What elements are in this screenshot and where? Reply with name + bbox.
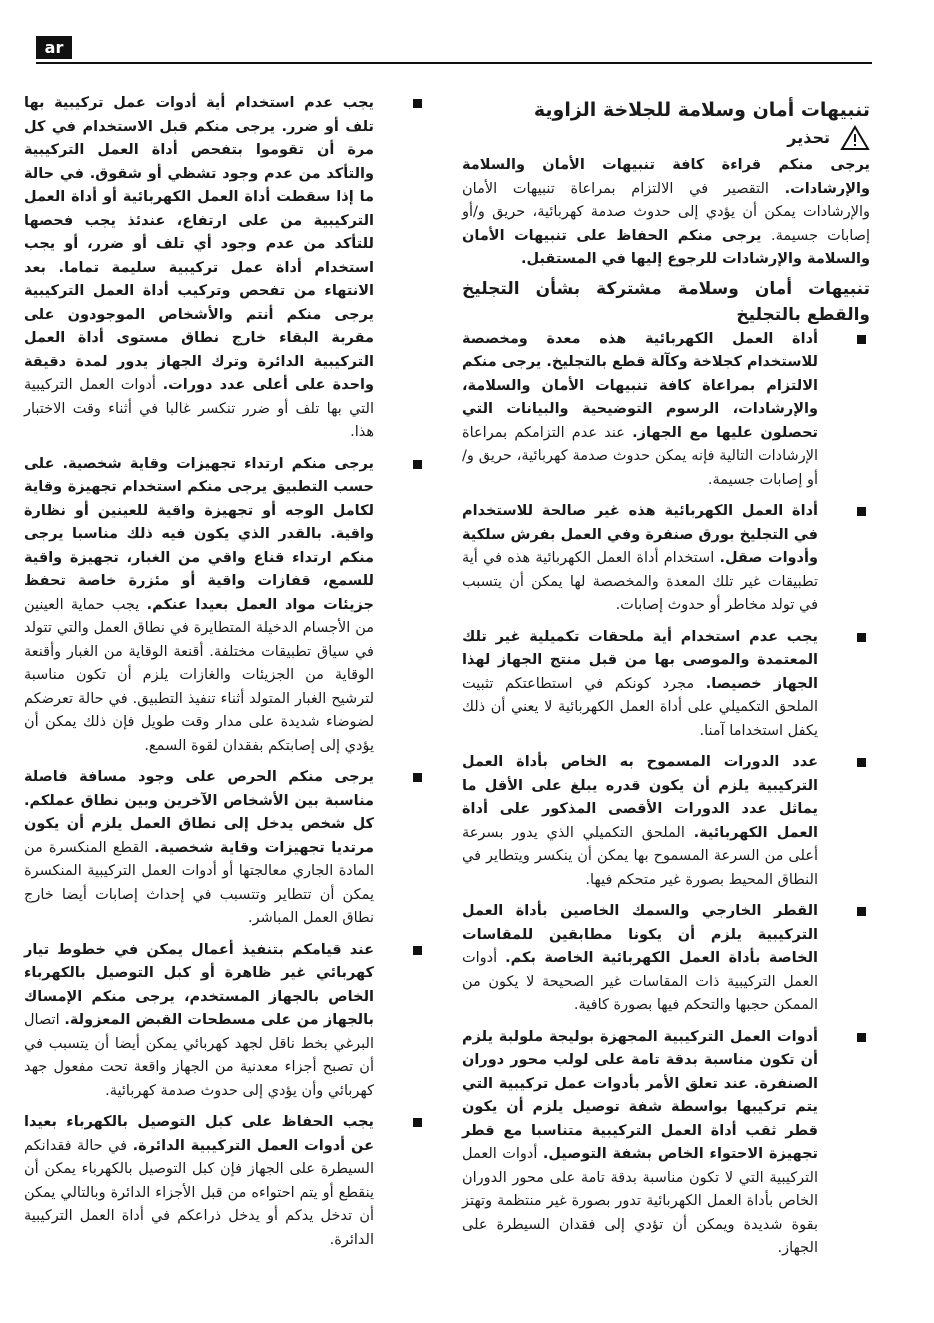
bullet-text: عند عدم التزامكم بمراعاة الإرشادات التالية فإنه يمكن حدوث صدمة كهربائية، حريق و/أو إصابات جسيمة. xyxy=(462,424,818,488)
bullet-bold: يجب عدم استخدام أية ملحقات تكميلية غير تلك المعتمدة والموصى بها من قبل منتج الجهاز لهذا الجهاز خصيصا. xyxy=(462,628,818,692)
list-item xyxy=(462,626,870,744)
bullet-bold: عند قيامكم بتنفيذ أعمال يمكن في خطوط تيار كهربائي غير ظاهرة أو كبل التوصيل بالكهرباء الخاص بالجهاز المستخدم، يرجى منكم الإمساك بالجهاز من على مسطحات القبض المعزولة. xyxy=(24,941,374,1028)
list-item xyxy=(462,900,870,1018)
bullet-text: مجرد كونكم في استطاعتكم تثبيت الملحق التكميلي على أداة العمل الكهربائية لا يعني أن ذلك يكفل استخداما آمنا. xyxy=(462,675,818,739)
left-column xyxy=(24,92,426,1260)
warning-heading xyxy=(462,124,870,152)
intro-bold: يرجى منكم قراءة كافة تنبيهات الأمان والسلامة والإرشادات. xyxy=(462,157,870,197)
bullet-text: أدوات العمل التركيبية ذات المقاسات غير الصحيحة لا يكون من الممكن حجبها والتحكم فيها بصورة كافية. xyxy=(462,950,818,1013)
list-item xyxy=(24,939,426,1104)
bullet-bold: يجب الحفاظ على كبل التوصيل بالكهرباء بعيدا عن أدوات العمل التركيبية الدائرة. xyxy=(24,1114,374,1154)
bullet-text: القطع المنكسرة من المادة الجاري معالجتها أو أدوات العمل التركيبية المنكسرة يمكن أن تتطاير وتتسبب في إحداث إصابات أيضا خارج نطاق العمل المباشر. xyxy=(24,839,374,926)
bullet-bold: أداة العمل الكهربائية هذه معدة ومخصصة للاستخدام كجلاخة وكآلة قطع بالتجليخ. يرجى منكم الالتزام بمراعاة كافة تنبيهات الأمان والسلامة، والإرشادات، الرسوم التوضيحية والبيانات التي تحصلون عليها مع الجهاز. xyxy=(462,330,818,441)
bullet-bold: عدد الدورات المسموح به الخاص بأداة العمل التركيبية يلزم أن يكون قدره يبلغ على الأقل ما يماثل عدد الدورات الأقصى المذكور على أداة العمل الكهربائية. xyxy=(462,754,818,841)
bullet-text: استخدام أداة العمل الكهربائية هذه في أية تطبيقات غير تلك المعدة والمخصصة لها يمكن أن يتسبب في تولد مخاطر أو حدوث إصابات. xyxy=(462,550,818,613)
bullet-bold: القطر الخارجي والسمك الخاصين بأداة العمل التركيبية يلزم أن يكونا مطابقين للمقاسات الخاصة بأداة العمل الكهربائية الخاصة بكم. xyxy=(462,903,818,966)
bullet-bold: يرجى منكم ارتداء تجهيزات وقاية شخصية. على حسب التطبيق يرجى منكم استخدام تجهيزة وقاية لكامل الوجه أو تجهيزة واقية للعينين أو نظارة واقية. بالقدر الذي يكون فيه ذلك مناسبا يرجى منكم ارتداء قناع واقي من الغبار، تجهيزة واقية للسمع، قفازات واقية أو مئزرة خاصة تحفظ جزيئات مواد العمل بعيدا عنكم. xyxy=(24,455,374,613)
bullet-text: في حالة فقدانكم السيطرة على الجهاز فإن كبل التوصيل بالكهرباء يمكن أن ينقطع أو يتم احتواءه من قبل الأجزاء الدائرة وبالتالي يمكن أن تدخل يدكم أو يدخل ذراعكم في أداة العمل التركيبية الدائرة. xyxy=(24,1137,374,1248)
section-subtitle: تنبيهات أمان وسلامة مشتركة بشأن التجليخ والقطع بالتجليخ xyxy=(462,278,870,325)
intro-text: التقصير في الالتزام بمراعاة تنبيهات الأمان والإرشادات يمكن أن يؤدي إلى حدوث صدمة كهربائية، حريق و/أو إصابات جسيمة. xyxy=(462,180,870,244)
bullet-text: أدوات العمل التركيبية التي لا تكون مناسبة بدقة تامة على محور الدوران الخاص بأداة العمل الكهربائية تدور بصورة غير منتظمة وتهتز بقوة شديدة ويمكن أن تؤدي إلى فقدان السيطرة على الجهاز. xyxy=(462,1146,818,1256)
right-column xyxy=(462,96,870,1269)
intro-paragraph xyxy=(462,154,870,272)
bullet-bold: يرجى منكم الحرص على وجود مسافة فاصلة مناسبة بين الأشخاص الآخرين وبين نطاق عملكم. كل شخص يدخل إلى نطاق العمل يلزم أن يكون مرتديا تجهيزات وقاية شخصية. xyxy=(24,769,374,856)
bullet-text: يجب حماية العينين من الأجسام الدخيلة المتطايرة في نطاق العمل والتي تتولد في سياق تطبيقات مختلفة. أقنعة الوقاية من الغبار وأقنعة الوقاية من الجزيئات والغازات يلزم أن تكون مناسبة لترشيح الغبار المتولد أثناء تنفيذ التطبيق. في حالة تعرضكم لضوضاء شديدة على مدار وقت طويل فإن ذلك يمكن أن يؤدي إلى إصابتكم بفقدان لقوة السمع. xyxy=(24,596,374,754)
bullet-bold: يجب عدم استخدام أية أدوات عمل تركيبية بها تلف أو ضرر. يرجى منكم قبل الاستخدام في كل مرة أن تقوموا بتفحص أداة العمل التركيبية والتأكد من عدم وجود تشظي أو شقوق. في حالة ما إذا سقطت أداة العمل الكهربائية أو أداة العمل التركيبية من على ارتفاع، عندئذ يجب فحصها للتأكد من عدم وجود أي تلف أو ضرر، أو يجب استخدام أداة عمل تركيبية سليمة تماما. بعد الانتهاء من تفحص وتركيب أداة العمل التركيبية يرجى منكم أنتم والأشخاص الموجودون على مقربة البقاء خارج نطاق مستوى أداة العمل التركيبية الدائرة وترك الجهاز يدور لمدة دقيقة واحدة على أعلى عدد دورات. xyxy=(24,95,375,393)
list-item xyxy=(462,500,870,618)
bullet-bold: أدوات العمل التركيبية المجهزة بوليجة ملولبة يلزم أن تكون مناسبة بدقة تامة على لولب محور دوران الصنفرة. عند تعلق الأمر بأدوات عمل تركيبية التي يتم تركيبها بواسطة شفة توصيل يلزم أن يكون قطر ثقب أداة العمل التركيبية متناسبا مع قطر تجهيزة الاحتواء الخاص بشفة التوصيل. xyxy=(462,1028,818,1162)
list-item xyxy=(24,766,426,931)
header-rule xyxy=(36,62,872,64)
list-item xyxy=(24,1111,426,1252)
list-item xyxy=(462,751,870,892)
bullet-text: الملحق التكميلي الذي يدور بسرعة أعلى من السرعة المسموح بها يمكن أن ينكسر ويتطاير في النطاق المحيط بصورة غير متحكم فيها. xyxy=(462,824,818,888)
list-item xyxy=(462,1026,870,1261)
bullet-text: اتصال البرغي بخط ناقل لجهد كهربائي يمكن أيضا أن يتسبب في أن تصبح أجزاء معدنية من الجهاز واقعة تحت مفعول جهد كهربائي وأن يؤدي إلى حدوث صدمة كهربائية. xyxy=(24,1012,374,1099)
list-item xyxy=(462,328,870,493)
bullet-bold: أداة العمل الكهربائية هذه غير صالحة للاستخدام في التجليخ بورق صنفرة وفي العمل بفرش سلكية وأدوات صقل. xyxy=(462,503,818,566)
intro-bold-2: يرجى منكم الحفاظ على تنبيهات الأمان والسلامة والإرشادات للرجوع إليها في المستقبل. xyxy=(462,227,870,267)
language-badge: ar xyxy=(36,36,72,59)
bullet-text: أدوات العمل التركيبية التي بها تلف أو ضرر تنكسر غالبا في أثناء وقت الاختبار هذا. xyxy=(24,377,374,440)
section-title: تنبيهات أمان وسلامة للجلاخة الزاوية xyxy=(533,99,870,121)
list-item xyxy=(24,92,426,445)
warning-triangle-icon xyxy=(840,125,870,151)
list-item xyxy=(24,453,426,759)
warning-label: تحذير xyxy=(787,128,830,147)
